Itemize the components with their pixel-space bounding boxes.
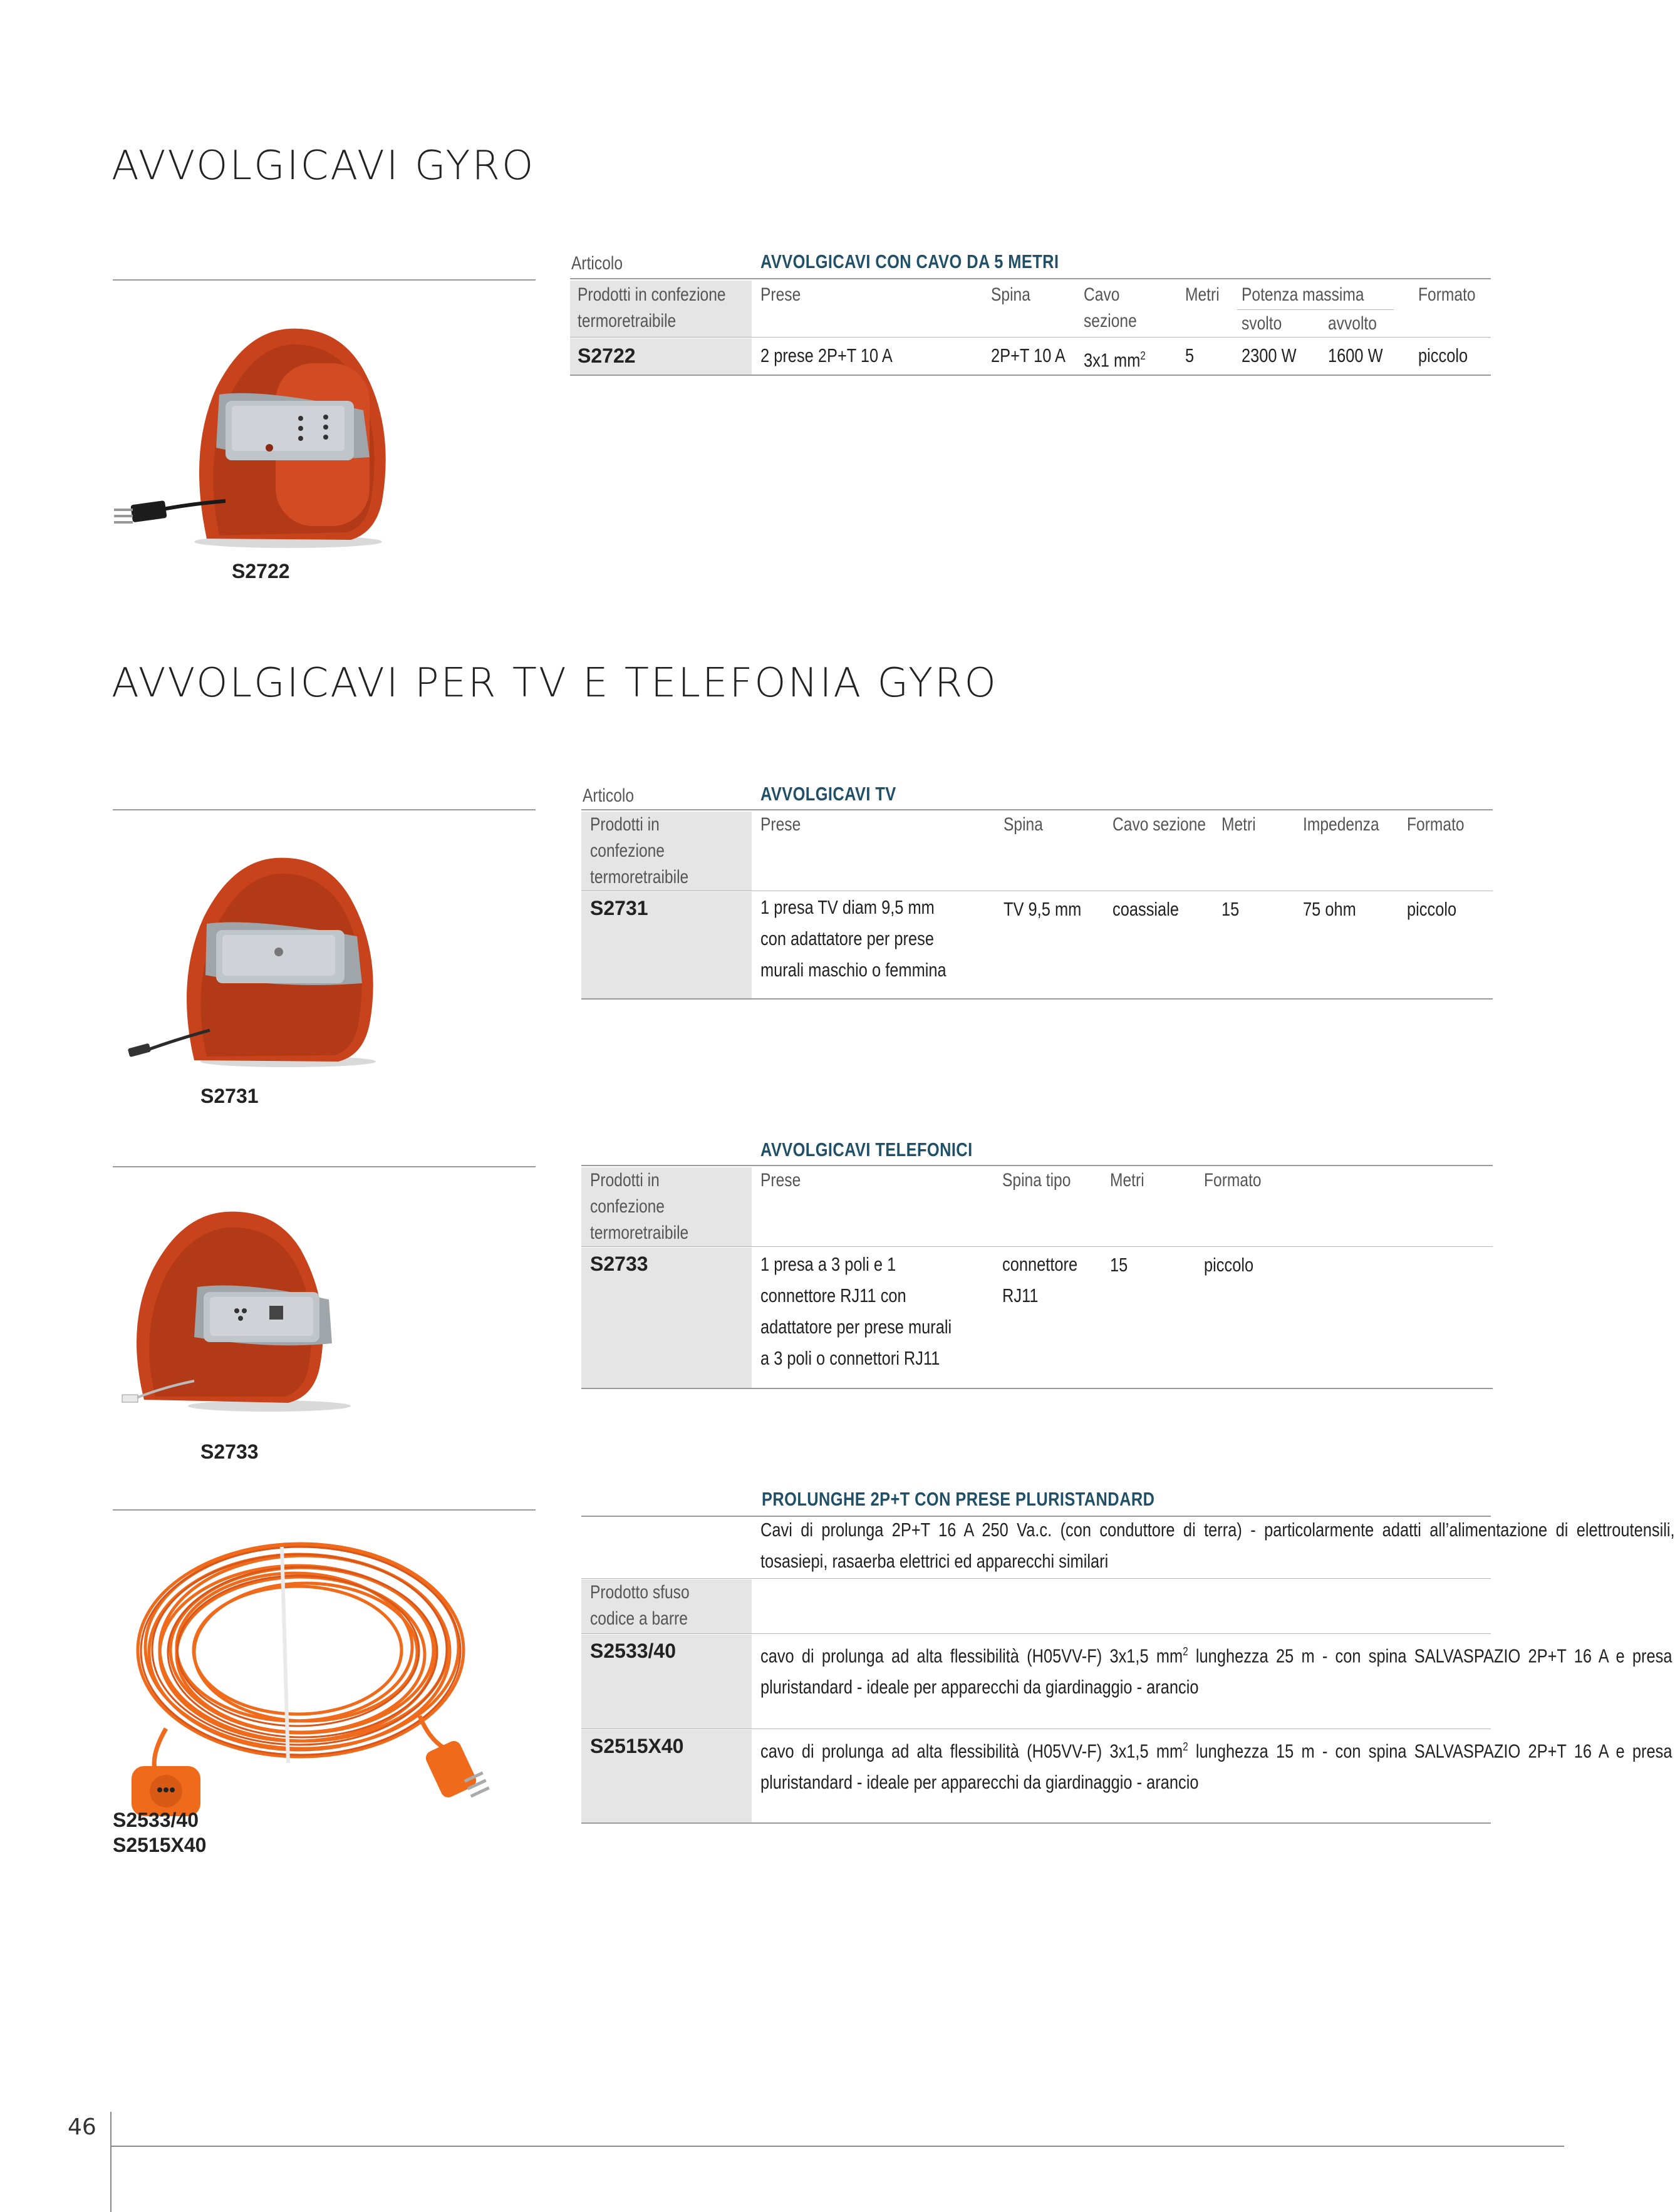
- t3-row-metri: 15: [1110, 1254, 1128, 1276]
- image-divider: [113, 1166, 536, 1167]
- image-divider: [113, 279, 536, 281]
- t1-col-prodotti-2: termoretraibile: [578, 311, 677, 331]
- t1-col-cavo: Cavo: [1084, 284, 1120, 305]
- t1-header-rule: [570, 278, 1491, 279]
- t4-row2-desc: cavo di prolunga ad alta flessibilità (H05VV-F) 3x1,5 $mm^2$ lunghezza 15 m - con spina SALVASPAZIO 2P+T 16 A e presa pluristandard - ideale per apparecchi da giardinaggio - arancio: [760, 1740, 1672, 1794]
- t1-col-svolto: svolto: [1242, 313, 1282, 334]
- t4-intro-rule: [581, 1578, 1491, 1579]
- t1-row-rule: [570, 337, 1491, 338]
- t1-col-potenza: Potenza massima: [1242, 284, 1364, 305]
- footer-vertical-line: [110, 2112, 111, 2212]
- t4-bottom-rule: [581, 1822, 1491, 1824]
- t1-row-cavo: 3x1 $mm^2$: [1084, 349, 1146, 371]
- t2-col-cavo: Cavo sezione: [1112, 814, 1206, 835]
- t2-col-metri: Metri: [1221, 814, 1256, 835]
- t2-row-spina: TV 9,5 mm: [1003, 898, 1082, 920]
- t1-col-metri: Metri: [1185, 284, 1220, 305]
- t3-bottom-rule: [581, 1388, 1493, 1389]
- t1-row-prese: 2 prese 2P+T 10 A: [760, 344, 893, 366]
- t1-articolo-label: Articolo: [571, 253, 623, 274]
- t2-col-impedenza: Impedenza: [1303, 814, 1379, 835]
- t4-intro: Cavi di prolunga 2P+T 16 A 250 Va.c. (con conduttore di terra) - particolarmente adatti all’alimentazione di elettroutensili, tosasiepi, rasaerba elettrici ed apparecchi similari: [760, 1519, 1675, 1572]
- caption-s2722: S2722: [232, 560, 290, 582]
- image-divider: [113, 809, 536, 810]
- t3-row-rule: [581, 1246, 1493, 1247]
- t2-col-spina: Spina: [1003, 814, 1043, 835]
- t3-col-prodotti-3: termoretraibile: [590, 1222, 689, 1243]
- t1-col-cavo-2: sezione: [1084, 311, 1137, 331]
- t2-heading: AVVOLGICAVI TV: [760, 783, 896, 805]
- t3-col-prese: Prese: [760, 1170, 801, 1191]
- t3-row-code: S2733: [590, 1253, 648, 1275]
- t1-row-avvolto: 1600 W: [1328, 344, 1383, 366]
- page-number: 46: [68, 2114, 96, 2140]
- t4-row1-code: S2533/40: [590, 1640, 677, 1662]
- product-image-s2731: [113, 824, 401, 1074]
- image-divider: [113, 1509, 536, 1511]
- section-title-tv-telefonia: AVVOLGICAVI PER TV E TELEFONIA GYRO: [111, 660, 998, 706]
- t1-row-formato: piccolo: [1418, 344, 1468, 366]
- t1-potenza-rule: [1237, 309, 1394, 310]
- caption-s2731: S2731: [200, 1085, 259, 1107]
- caption-s2515: S2515X40: [113, 1834, 207, 1856]
- t1-row-metri: 5: [1185, 344, 1195, 366]
- t4-row2-code: S2515X40: [590, 1735, 684, 1757]
- t1-row-spina: 2P+T 10 A: [991, 344, 1066, 366]
- t1-row-svolto: 2300 W: [1242, 344, 1297, 366]
- t2-header-rule: [581, 809, 1493, 810]
- t2-row-impedenza: 75 ohm: [1303, 898, 1356, 920]
- t4-col-prodotto: Prodotto sfuso: [590, 1582, 690, 1603]
- t3-header-rule: [581, 1165, 1493, 1166]
- t3-col-prodotti: Prodotti in: [590, 1170, 660, 1191]
- t2-col-prodotti-3: termoretraibile: [590, 867, 689, 887]
- t1-col-prese: Prese: [760, 284, 801, 305]
- t1-col-formato: Formato: [1418, 284, 1476, 305]
- t3-heading: AVVOLGICAVI TELEFONICI: [760, 1139, 973, 1160]
- t3-row-prese: 1 presa a 3 poli e 1 connettore RJ11 con adattatore per prese murali a 3 poli o connettori RJ11: [760, 1253, 952, 1369]
- t2-col-prese: Prese: [760, 814, 801, 835]
- t2-col-formato: Formato: [1407, 814, 1465, 835]
- t4-col-prodotto-2: codice a barre: [590, 1608, 688, 1629]
- t3-col-formato: Formato: [1204, 1170, 1262, 1191]
- t1-col-prodotti: Prodotti in confezione: [578, 284, 726, 305]
- t4-row1-rule: [581, 1633, 1491, 1634]
- t3-col-prodotti-2: confezione: [590, 1196, 665, 1217]
- t2-col-prodotti: Prodotti in: [590, 814, 660, 835]
- t3-row-formato: piccolo: [1204, 1254, 1254, 1276]
- t2-col-prodotti-2: confezione: [590, 840, 665, 861]
- t3-col-spina: Spina tipo: [1002, 1170, 1071, 1191]
- t2-articolo-label: Articolo: [583, 785, 635, 806]
- footer-horizontal-line: [110, 2146, 1564, 2147]
- t2-row-metri: 15: [1221, 898, 1240, 920]
- t4-heading: PROLUNGHE 2P+T CON PRESE PLURISTANDARD: [762, 1488, 1155, 1510]
- t1-row-code: S2722: [578, 344, 636, 367]
- product-image-s2722: [100, 294, 426, 557]
- t2-row-code: S2731: [590, 897, 648, 919]
- t2-row-cavo: coassiale: [1112, 898, 1179, 920]
- t2-bottom-rule: [581, 998, 1493, 1000]
- t2-row-prese: 1 presa TV diam 9,5 mm con adattatore per prese murali maschio o femmina: [760, 896, 946, 981]
- caption-s2533: S2533/40: [113, 1809, 199, 1831]
- section-title-gyro: AVVOLGICAVI GYRO: [111, 143, 536, 189]
- t3-row-spina: connettore RJ11: [1002, 1253, 1078, 1306]
- t3-col-metri: Metri: [1110, 1170, 1144, 1191]
- t4-row1-desc: cavo di prolunga ad alta flessibilità (H05VV-F) 3x1,5 $mm^2$ lunghezza 25 m - con spina SALVASPAZIO 2P+T 16 A e presa pluristandard - ideale per apparecchi da giardinaggio - arancio: [760, 1645, 1672, 1698]
- t1-col-spina: Spina: [991, 284, 1030, 305]
- t1-bottom-rule: [570, 375, 1491, 376]
- product-image-s2533-s2515: [106, 1528, 495, 1822]
- t1-col-avvolto: avvolto: [1328, 313, 1377, 334]
- t2-row-formato: piccolo: [1407, 898, 1457, 920]
- t1-heading: AVVOLGICAVI CON CAVO DA 5 METRI: [760, 251, 1059, 272]
- caption-s2733: S2733: [200, 1440, 259, 1463]
- product-image-s2733: [113, 1181, 363, 1419]
